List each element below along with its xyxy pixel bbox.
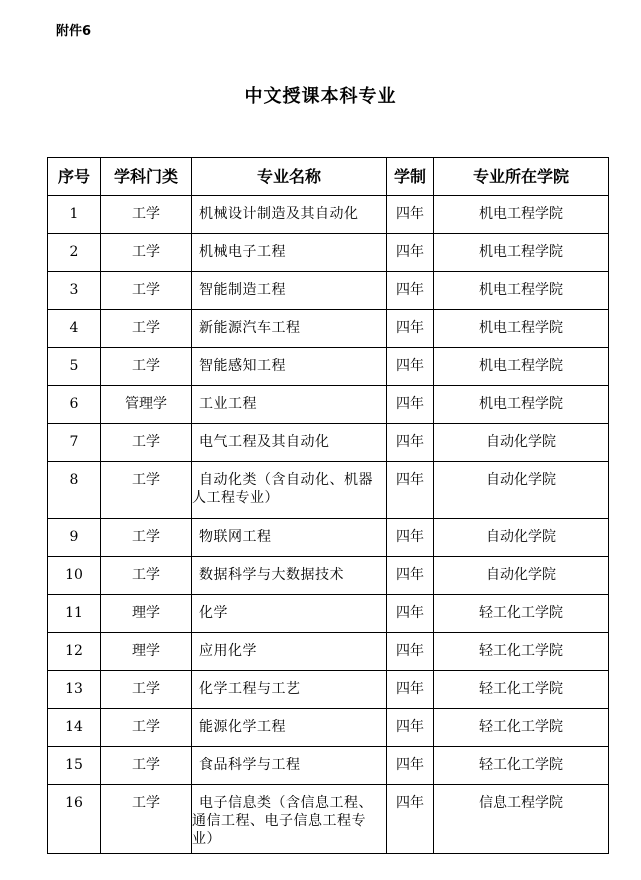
row-duration: 四年: [387, 671, 434, 709]
row-college: 轻工化工学院: [434, 633, 609, 671]
table-row: [48, 519, 609, 557]
row-college: 机电工程学院: [434, 310, 609, 348]
row-college: 轻工化工学院: [434, 709, 609, 747]
row-major: 智能制造工程: [192, 272, 387, 310]
row-number: 6: [48, 386, 101, 424]
row-major: 应用化学: [192, 633, 387, 671]
row-number: 13: [48, 671, 101, 709]
row-college: 轻工化工学院: [434, 747, 609, 785]
row-category: 工学: [101, 671, 192, 709]
column-header-college: 专业所在学院: [434, 158, 609, 196]
row-category: 工学: [101, 424, 192, 462]
row-number: 7: [48, 424, 101, 462]
row-duration: 四年: [387, 633, 434, 671]
row-category: 工学: [101, 310, 192, 348]
row-major: 能源化学工程: [192, 709, 387, 747]
row-major: 机械电子工程: [192, 234, 387, 272]
row-category: 理学: [101, 633, 192, 671]
table-row: [48, 234, 609, 272]
table-row: [48, 310, 609, 348]
row-duration: 四年: [387, 557, 434, 595]
column-header-major: 专业名称: [192, 158, 387, 196]
row-major: 电子信息类（含信息工程、通信工程、电子信息工程专业）: [192, 785, 387, 854]
table-row: [48, 595, 609, 633]
table-row: [48, 424, 609, 462]
row-category: 工学: [101, 747, 192, 785]
row-duration: 四年: [387, 519, 434, 557]
row-duration: 四年: [387, 462, 434, 519]
row-category: 管理学: [101, 386, 192, 424]
row-major: 化学工程与工艺: [192, 671, 387, 709]
row-college: 自动化学院: [434, 557, 609, 595]
table-row: [48, 348, 609, 386]
row-category: 理学: [101, 595, 192, 633]
row-number: 11: [48, 595, 101, 633]
row-college: 机电工程学院: [434, 196, 609, 234]
column-header-category: 学科门类: [101, 158, 192, 196]
table-row: [48, 633, 609, 671]
row-major: 食品科学与工程: [192, 747, 387, 785]
row-number: 8: [48, 462, 101, 519]
row-duration: 四年: [387, 709, 434, 747]
row-category: 工学: [101, 272, 192, 310]
row-college: 轻工化工学院: [434, 595, 609, 633]
row-major: 电气工程及其自动化: [192, 424, 387, 462]
row-college: 机电工程学院: [434, 234, 609, 272]
table-row: [48, 747, 609, 785]
row-college: 信息工程学院: [434, 785, 609, 854]
row-category: 工学: [101, 557, 192, 595]
row-major: 机械设计制造及其自动化: [192, 196, 387, 234]
row-number: 10: [48, 557, 101, 595]
row-duration: 四年: [387, 348, 434, 386]
table-row: [48, 557, 609, 595]
row-major: 工业工程: [192, 386, 387, 424]
row-number: 14: [48, 709, 101, 747]
row-duration: 四年: [387, 747, 434, 785]
attachment-label: 附件6: [56, 24, 92, 39]
table-row: [48, 709, 609, 747]
row-number: 3: [48, 272, 101, 310]
row-major: 物联网工程: [192, 519, 387, 557]
table-row: [48, 196, 609, 234]
row-number: 4: [48, 310, 101, 348]
row-category: 工学: [101, 709, 192, 747]
row-category: 工学: [101, 196, 192, 234]
table-row: [48, 671, 609, 709]
row-duration: 四年: [387, 785, 434, 854]
row-college: 自动化学院: [434, 462, 609, 519]
row-duration: 四年: [387, 424, 434, 462]
table-row: [48, 272, 609, 310]
row-number: 9: [48, 519, 101, 557]
row-college: 自动化学院: [434, 424, 609, 462]
row-major: 自动化类（含自动化、机器人工程专业）: [192, 462, 387, 519]
row-category: 工学: [101, 785, 192, 854]
majors-table: [47, 157, 609, 854]
row-major: 数据科学与大数据技术: [192, 557, 387, 595]
column-header-number: 序号: [48, 158, 101, 196]
row-duration: 四年: [387, 386, 434, 424]
row-number: 15: [48, 747, 101, 785]
row-major: 化学: [192, 595, 387, 633]
row-college: 自动化学院: [434, 519, 609, 557]
row-number: 1: [48, 196, 101, 234]
row-college: 机电工程学院: [434, 272, 609, 310]
table-row: [48, 386, 609, 424]
row-duration: 四年: [387, 234, 434, 272]
row-duration: 四年: [387, 196, 434, 234]
row-number: 16: [48, 785, 101, 854]
row-college: 轻工化工学院: [434, 671, 609, 709]
row-major: 新能源汽车工程: [192, 310, 387, 348]
row-category: 工学: [101, 462, 192, 519]
row-category: 工学: [101, 519, 192, 557]
table-header-row: [48, 158, 609, 196]
row-college: 机电工程学院: [434, 386, 609, 424]
row-category: 工学: [101, 348, 192, 386]
row-duration: 四年: [387, 272, 434, 310]
row-number: 5: [48, 348, 101, 386]
document-title: 中文授课本科专业: [244, 86, 397, 107]
row-duration: 四年: [387, 595, 434, 633]
row-duration: 四年: [387, 310, 434, 348]
column-header-duration: 学制: [387, 158, 434, 196]
row-number: 12: [48, 633, 101, 671]
row-category: 工学: [101, 234, 192, 272]
row-major: 智能感知工程: [192, 348, 387, 386]
table-row: [48, 785, 609, 854]
row-number: 2: [48, 234, 101, 272]
row-college: 机电工程学院: [434, 348, 609, 386]
table-row: [48, 462, 609, 519]
